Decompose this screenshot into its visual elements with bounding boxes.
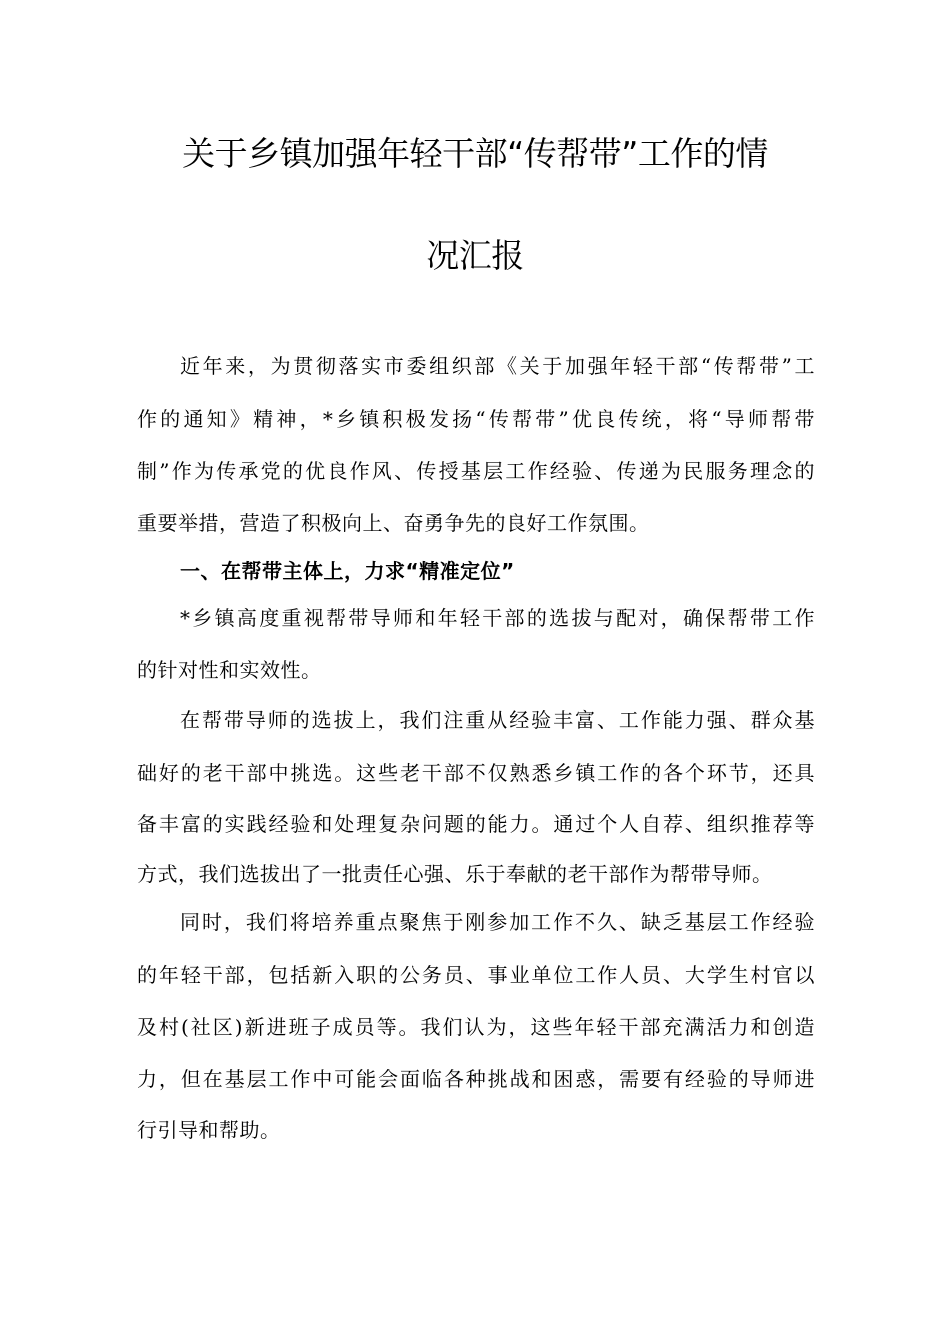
document-title-line-2: 况汇报: [426, 236, 524, 275]
paragraph-3-line-1: 在帮带导师的选拔上，我们注重从经验丰富、工作能力强、群众基: [180, 708, 815, 732]
paragraph-1-line-1: 近年来，为贯彻落实市委组织部《关于加强年轻干部“传帮带”工: [180, 354, 815, 378]
paragraph-2-line-2: 的针对性和实效性。: [137, 658, 322, 682]
paragraph-1-line-4: 重要举措，营造了积极向上、奋勇争先的良好工作氛围。: [137, 511, 650, 535]
paragraph-4-line-5: 行引导和帮助。: [137, 1118, 281, 1142]
paragraph-4-line-2: 的年轻干部，包括新入职的公务员、事业单位工作人员、大学生村官以: [137, 963, 815, 987]
paragraph-4-line-3: 及村(社区)新进班子成员等。我们认为，这些年轻干部充满活力和创造: [137, 1015, 815, 1039]
paragraph-2-line-1: *乡镇高度重视帮带导师和年轻干部的选拔与配对，确保帮带工作: [180, 606, 815, 630]
paragraph-3-line-4: 方式，我们选拔出了一批责任心强、乐于奉献的老干部作为帮带导师。: [137, 862, 773, 886]
paragraph-4-line-1: 同时，我们将培养重点聚焦于刚参加工作不久、缺乏基层工作经验: [180, 910, 815, 934]
section-heading-1: 一、在帮带主体上，力求“精准定位”: [180, 559, 515, 583]
document-title-line-1: 关于乡镇加强年轻干部“传帮带”工作的情: [182, 134, 768, 173]
paragraph-1-line-2: 作的通知》精神，*乡镇积极发扬“传帮带”优良传统，将“导师帮带: [137, 407, 815, 431]
paragraph-1-line-3: 制”作为传承党的优良作风、传授基层工作经验、传递为民服务理念的: [137, 459, 815, 483]
paragraph-3-line-2: 础好的老干部中挑选。这些老干部不仅熟悉乡镇工作的各个环节，还具: [137, 761, 815, 785]
paragraph-4-line-4: 力，但在基层工作中可能会面临各种挑战和困惑，需要有经验的导师进: [137, 1067, 815, 1091]
paragraph-3-line-3: 备丰富的实践经验和处理复杂问题的能力。通过个人自荐、组织推荐等: [137, 812, 815, 836]
